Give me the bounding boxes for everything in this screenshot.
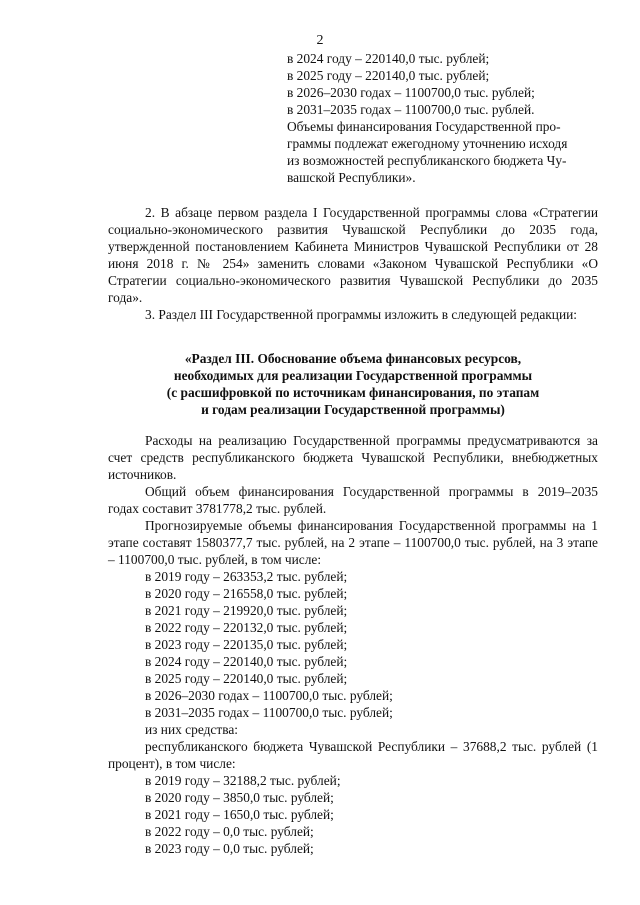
body-paragraph: Расходы на реализацию Государственной программы предусматриваются за счет средств республиканского бюджета Чувашской Республики, внебюджетных источников. [108, 433, 598, 482]
text-line: в 2024 году – 220140,0 тыс. рублей; [287, 51, 490, 66]
list-item: в 2024 году – 220140,0 тыс. рублей; [145, 654, 348, 669]
year-list-total [108, 568, 598, 721]
list-item: в 2019 году – 263353,2 тыс. рублей; [145, 569, 348, 584]
heading-line: (с расшифровкой по источникам финансирования, по этапам [166, 385, 540, 400]
body-paragraph: Общий объем финансирования Государственной программы в 2019–2035 годах составит 3781778,2 тыс. рублей. [108, 484, 598, 516]
list-item: в 2021 году – 1650,0 тыс. рублей; [145, 807, 334, 822]
of-which-line: из них средства: [145, 722, 239, 737]
list-item: в 2023 году – 220135,0 тыс. рублей; [145, 637, 348, 652]
text-line: из возможностей республиканского бюджета Чу- [287, 153, 567, 168]
section-body [108, 432, 598, 857]
heading-line: «Раздел III. Обоснование объема финансовых ресурсов, [184, 351, 522, 366]
list-item: в 2023 году – 0,0 тыс. рублей; [145, 841, 314, 856]
text-line: Объемы финансирования Государственной про- [287, 119, 561, 134]
funding-summary-continued [287, 50, 599, 186]
list-item: в 2021 году – 219920,0 тыс. рублей; [145, 603, 348, 618]
text-line: граммы подлежат ежегодному уточнению исходя [287, 136, 568, 151]
list-item: в 2031–2035 годах – 1100700,0 тыс. рублей; [145, 705, 393, 720]
year-list-rep [108, 772, 598, 857]
page-number: 2 [316, 33, 324, 48]
list-item: в 2022 году – 220132,0 тыс. рублей; [145, 620, 348, 635]
paragraph-2: 2. В абзаце первом раздела I Государственной программы слова «Стратегии социально-экономического развития Чувашской Республики до 2035 года, утвержденной постановлением Кабинета Министров Чувашской Республики от 28 июня 2018 г. № 254» заменить словами «Законом Чувашской Республики «О Стратегии социально-экономического развития Чувашской Республики до 2035 года». [108, 205, 598, 305]
list-item: в 2026–2030 годах – 1100700,0 тыс. рублей; [145, 688, 393, 703]
list-item: в 2019 году – 32188,2 тыс. рублей; [145, 773, 341, 788]
rep-budget-paragraph: республиканского бюджета Чувашской Республики – 37688,2 тыс. рублей (1 процент), в том числе: [108, 739, 598, 771]
text-line: вашской Республики». [287, 170, 416, 185]
section-heading [108, 350, 598, 418]
heading-line: и годам реализации Государственной программы) [201, 402, 505, 417]
list-item: в 2020 году – 216558,0 тыс. рублей; [145, 586, 348, 601]
body-paragraph: Прогнозируемые объемы финансирования Государственной программы на 1 этапе составят 1580377,7 тыс. рублей, на 2 этапе – 1100700,0 тыс. рублей, на 3 этапе – 1100700,0 тыс. рублей, в том числе: [108, 518, 598, 567]
list-item: в 2022 году – 0,0 тыс. рублей; [145, 824, 314, 839]
text-line: в 2025 году – 220140,0 тыс. рублей; [287, 68, 490, 83]
paragraph-3: 3. Раздел III Государственной программы изложить в следующей редакции: [145, 307, 578, 322]
text-line: в 2031–2035 годах – 1100700,0 тыс. рублей. [287, 102, 535, 117]
heading-line: необходимых для реализации Государственной программы [173, 368, 533, 383]
list-item: в 2025 году – 220140,0 тыс. рублей; [145, 671, 348, 686]
text-line: в 2026–2030 годах – 1100700,0 тыс. рублей; [287, 85, 535, 100]
amendment-paragraphs [108, 204, 598, 323]
list-item: в 2020 году – 3850,0 тыс. рублей; [145, 790, 334, 805]
